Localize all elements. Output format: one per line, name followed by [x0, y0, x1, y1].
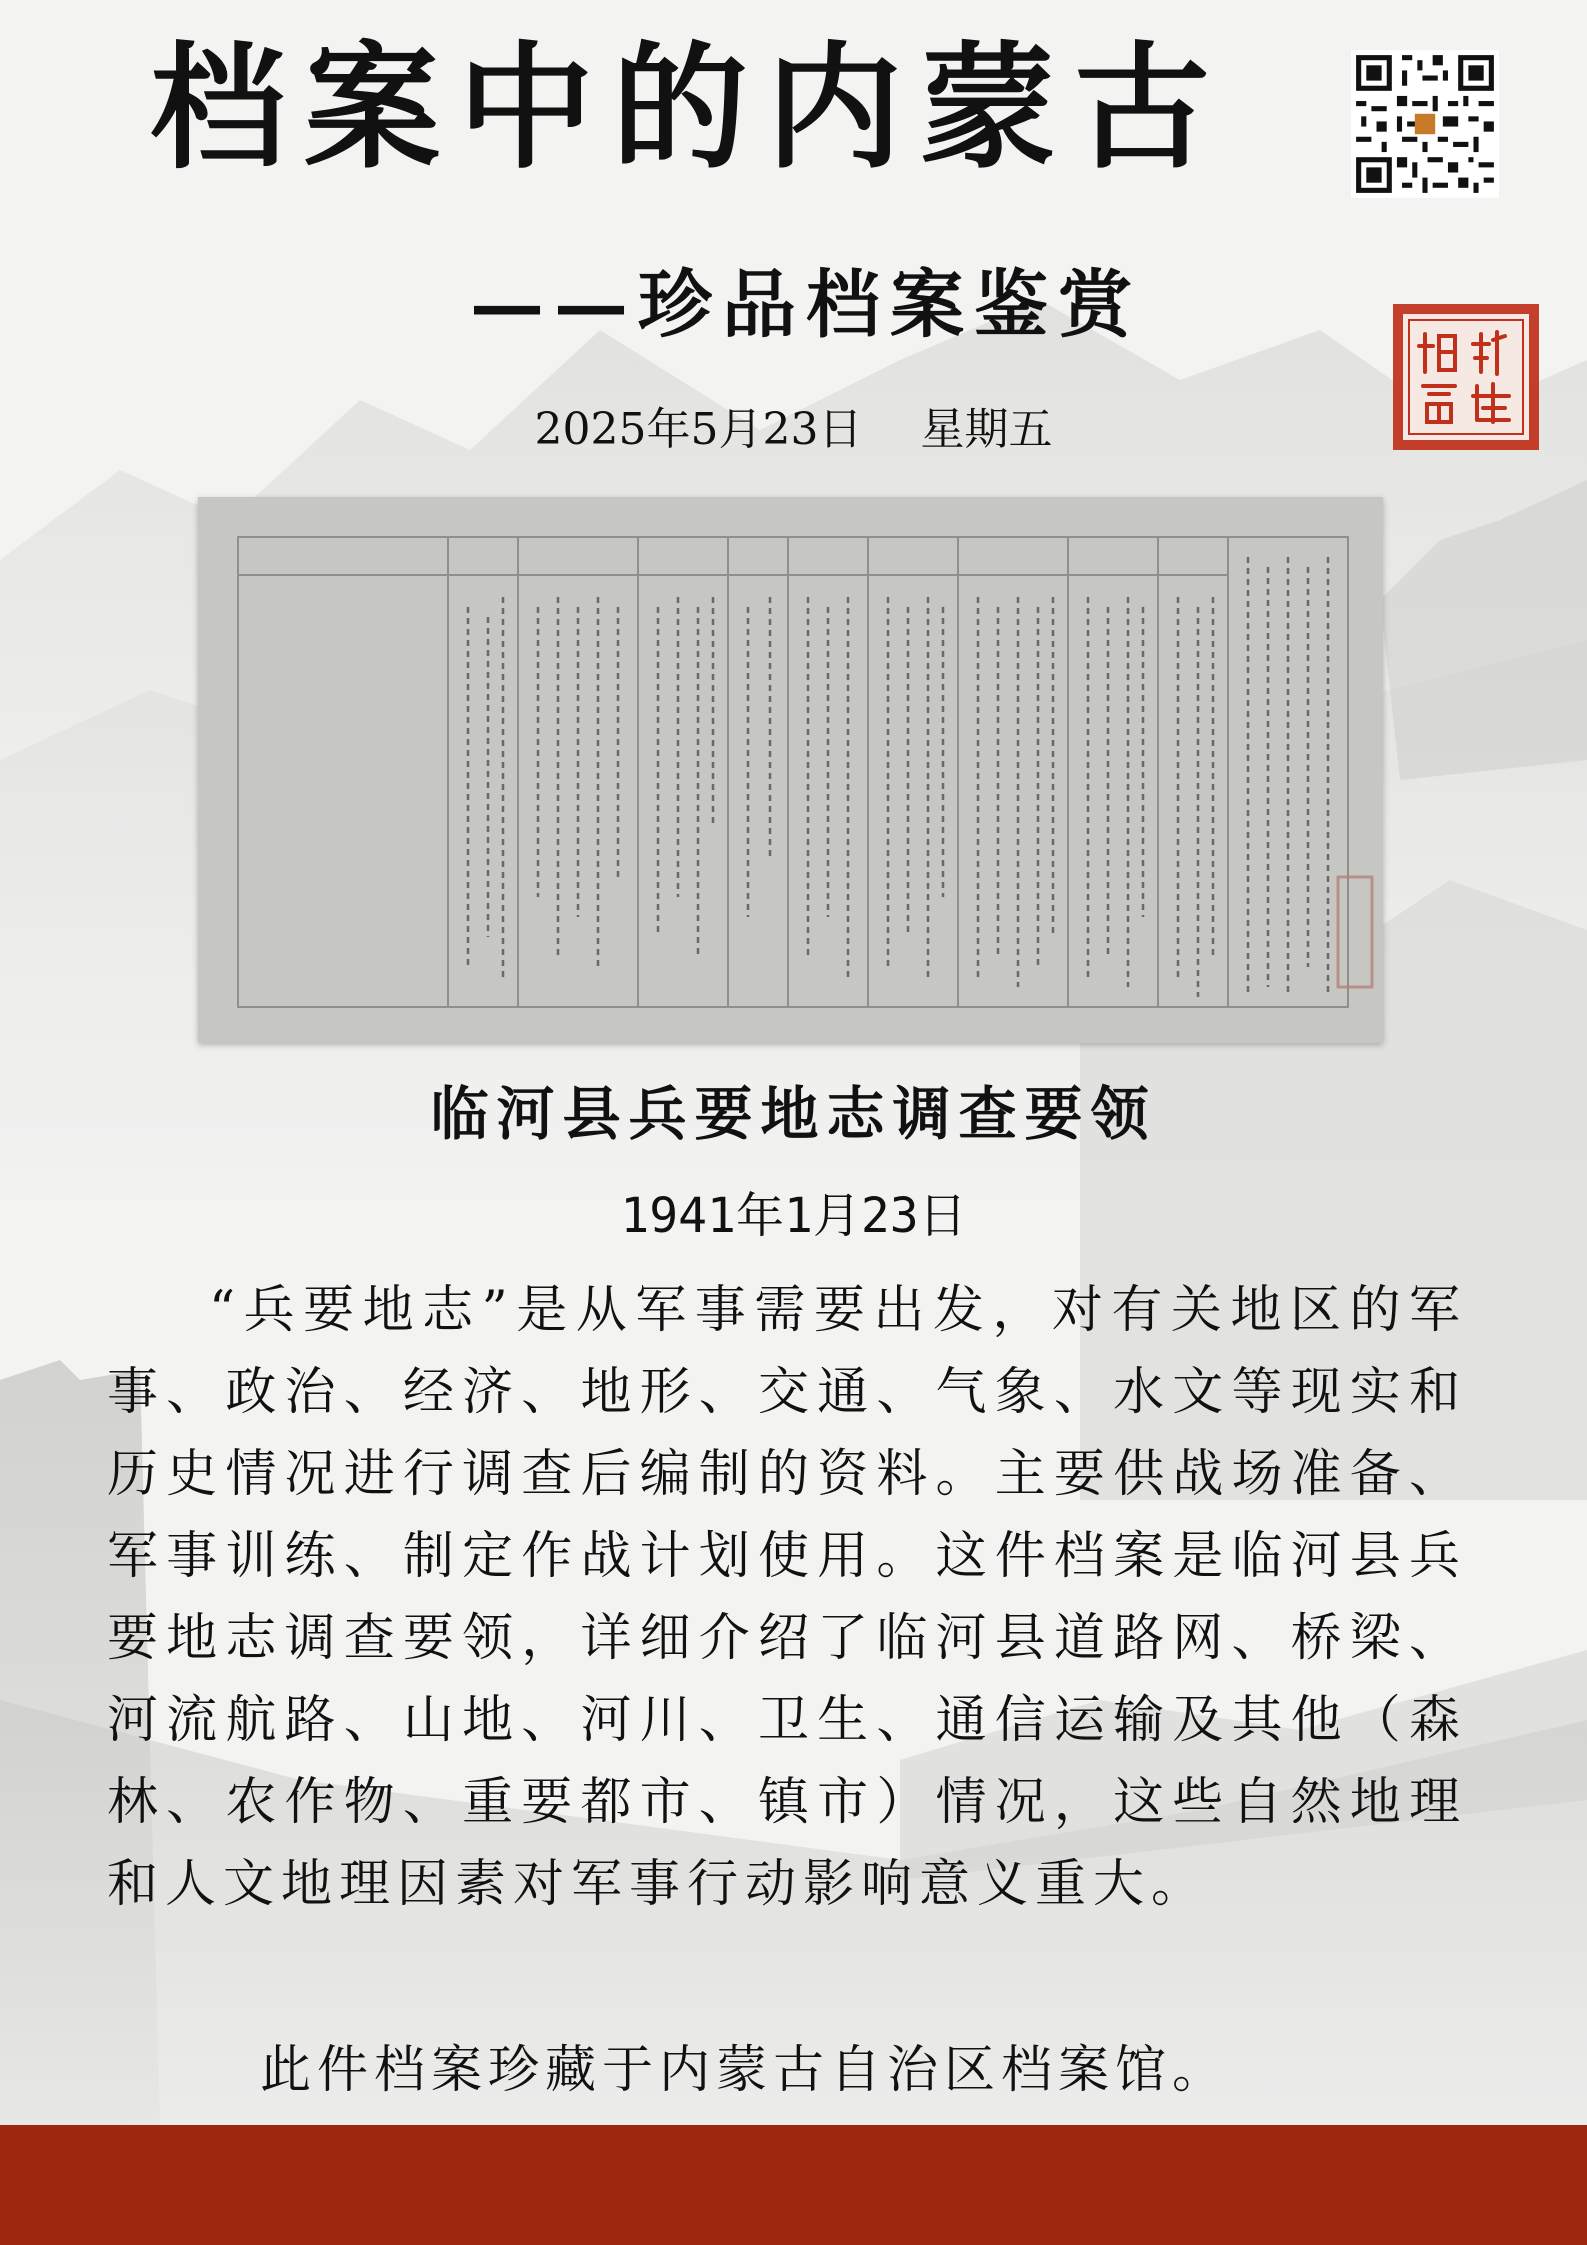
document-description: “兵要地志”是从军事需要出发，对有关地区的军事、政治、经济、地形、交通、气象、水文等现实和历史情况进行调查后编制的资料。主要供战场准备、军事训练、制定作战计划使用。这件档案是临河县兵要地志调查要领，详细介绍了临河县道路网、桥梁、河流航路、山地、河川、卫生、通信运输及其他（森林、农作物、重要都市、镇市）情况，这些自然地理和人文地理因素对军事行动影响意义重大。 [107, 1281, 1467, 1914]
collection-note: 此件档案珍藏于内蒙古自治区档案馆。 [260, 2041, 1230, 2100]
bottom-accent-bar [0, 2125, 1587, 2245]
issue-date: 2025年5月23日 [534, 404, 863, 455]
document-date: 1941年1月23日 [620, 1188, 967, 1244]
archive-document-image [198, 497, 1383, 1043]
document-title: 临河县兵要地志调查要领 [430, 1080, 1157, 1148]
page-subtitle: ——珍品档案鉴赏 [470, 262, 1142, 348]
page-title: 档案中的内蒙古 [150, 28, 1228, 188]
issue-weekday: 星期五 [920, 404, 1053, 455]
qr-code-icon [1351, 50, 1499, 198]
issue-date-line [0, 404, 1587, 455]
